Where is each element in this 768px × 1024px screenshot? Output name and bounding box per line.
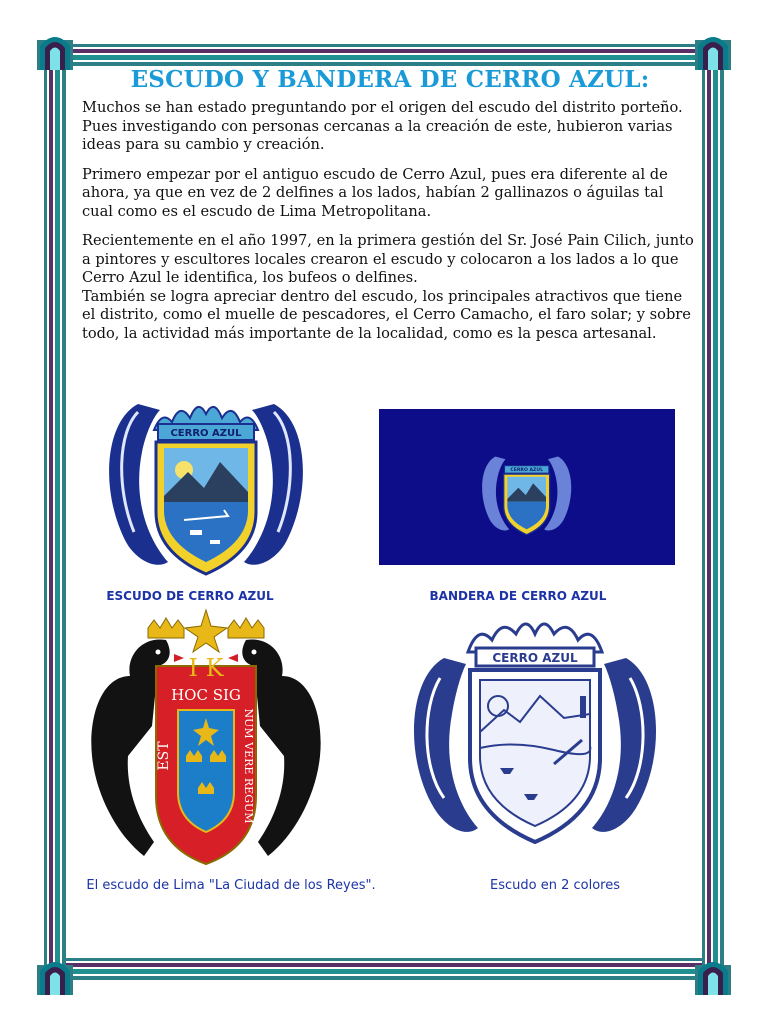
lima-motto-top: HOC SIG (171, 686, 241, 704)
bandera-banner-text: CERRO AZUL (510, 468, 544, 474)
escudo-cerro-azul-image (98, 392, 314, 584)
border-top (44, 44, 724, 66)
lima-caption: El escudo de Lima "La Ciudad de los Reyes". (86, 878, 376, 893)
paragraph-attractions: También se logra apreciar dentro del escudo, los principales atractivos que tiene el distrito, como el muelle de pescadores, el Cerro Camacho, el faro solar; y sobre todo, la actividad más importante de la localidad, como es la pesca artesanal. (82, 287, 691, 342)
border-bottom (44, 958, 724, 980)
paragraph-origin: Muchos se han estado preguntando por el origen del escudo del distrito porteño. Pues investigando con personas cercanas a la creación de este, hubieron varias ideas para su cambio y creación. (82, 99, 683, 153)
page-title: ESCUDO Y BANDERA DE CERRO AZUL: (130, 66, 650, 93)
paragraph-1997: Recientemente en el año 1997, en la primera gestión del Sr. José Pain Cilich, junto a pintores y escultores locales crearon el escudo y colocaron a los lados a lo que Cerro Azul le identifica, los bufeos o delfines. (82, 232, 694, 286)
escudo-dos-colores-image (404, 618, 666, 860)
corner-ornament-bottom-right (695, 955, 731, 995)
corner-ornament-top-left (37, 30, 73, 70)
escudo-lima-image (82, 606, 330, 868)
escudo-caption: ESCUDO DE CERRO AZUL (106, 589, 274, 603)
dos-colores-caption: Escudo en 2 colores (490, 878, 620, 893)
bandera-caption: BANDERA DE CERRO AZUL (429, 589, 607, 603)
corner-ornament-bottom-left (37, 955, 73, 995)
border-left (44, 44, 66, 980)
lima-motto-right: NUM VERE REGUM (242, 708, 255, 824)
escudo-banner-text: CERRO AZUL (170, 428, 242, 439)
paragraph-old-shield: Primero empezar por el antiguo escudo de Cerro Azul, pues era diferente al de ahora, ya que en vez de 2 delfines a los lados, habían 2 gallinazos o águilas tal cual como es el escudo de Lima Metropolitana. (82, 165, 668, 220)
corner-ornament-top-right (695, 30, 731, 70)
lima-motto-left: EST (156, 741, 172, 771)
document-body (82, 66, 698, 354)
bandera-cerro-azul-image (379, 409, 675, 565)
border-right (702, 44, 724, 980)
lima-monogram: I K (188, 654, 224, 682)
dos-colores-banner-text: CERRO AZUL (492, 651, 578, 665)
